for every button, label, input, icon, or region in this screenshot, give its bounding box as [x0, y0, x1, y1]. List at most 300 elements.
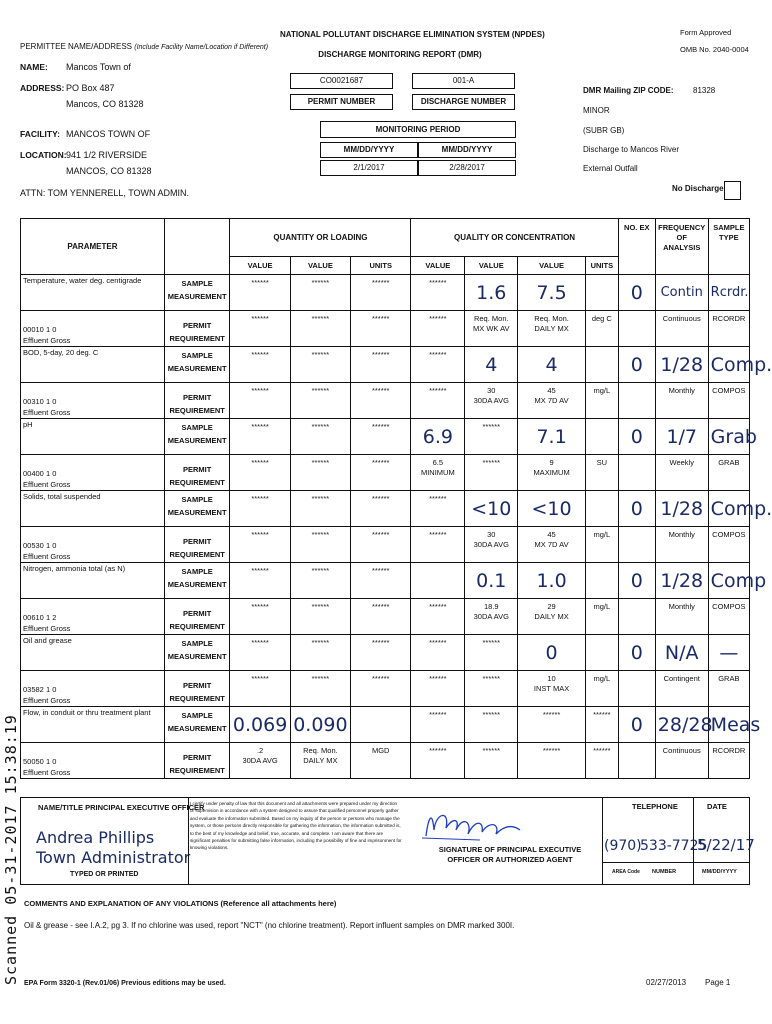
parameter-code-cell: [21, 383, 165, 419]
mmddyyyy-label: MM/DD/YYYY: [702, 869, 737, 875]
sample-label: SAMPLE: [181, 711, 213, 720]
period-to-value: 2/28/2017: [418, 160, 516, 176]
permit-value: ******: [311, 458, 330, 467]
sample-value-cell[interactable]: ******: [411, 491, 465, 527]
zip-value: 81328: [693, 86, 716, 95]
permit-value: COMPOS: [712, 530, 746, 539]
permit-label: PERMIT: [182, 321, 212, 330]
permit-label: PERMIT: [182, 537, 212, 546]
typed-printed-label: TYPED OR PRINTED: [70, 871, 139, 878]
address-line1: PO Box 487: [66, 83, 115, 93]
sample-value-cell[interactable]: Comp.: [708, 491, 749, 527]
sample-value-cell[interactable]: 0: [618, 563, 655, 599]
permit-value-cell: [708, 671, 749, 707]
officer-signature: [420, 800, 530, 848]
measurement-label: MEASUREMENT: [167, 580, 227, 589]
requirement-label: REQUIREMENT: [169, 406, 225, 415]
permit-value: mg/L: [593, 386, 611, 395]
sample-value-cell[interactable]: 0: [618, 347, 655, 383]
permit-value-cell: [290, 599, 350, 635]
permit-value: ******: [311, 602, 330, 611]
measurement-label: MEASUREMENT: [167, 292, 227, 301]
sample-value-cell[interactable]: [585, 347, 618, 383]
permit-value: Continuous: [662, 746, 701, 755]
permit-value-cell: [518, 311, 586, 347]
permit-value-cell: [230, 383, 290, 419]
sample-value-cell[interactable]: ******: [465, 419, 518, 455]
permit-value: ******: [429, 746, 447, 755]
permit-label: PERMIT: [182, 465, 212, 474]
parameter-code-cell: [21, 527, 165, 563]
permit-value-cell: [585, 311, 618, 347]
sample-value-cell[interactable]: ******: [351, 635, 411, 671]
sample-type-header: SAMPLE TYPE: [708, 219, 749, 275]
permit-row: [21, 599, 750, 635]
agency-title: NATIONAL POLLUTANT DISCHARGE ELIMINATION SYSTEM (NPDES): [280, 30, 545, 39]
sample-value-cell[interactable]: Comp: [708, 563, 749, 599]
permit-value: MX 7D AV: [534, 540, 569, 549]
permit-value-cell: [618, 743, 655, 779]
sample-value-cell[interactable]: Meas: [708, 707, 749, 743]
parameter-code-cell: [21, 455, 165, 491]
sample-value-cell[interactable]: ******: [290, 347, 350, 383]
permit-value: ******: [251, 602, 269, 611]
permit-value-cell: [618, 671, 655, 707]
permit-value: COMPOS: [712, 386, 746, 395]
sample-row: [21, 419, 750, 455]
sample-measurement-label: [164, 347, 230, 383]
permit-requirement-label: [164, 311, 230, 347]
subr-code: (SUBR GB): [583, 126, 625, 135]
row-label-header: [164, 219, 230, 275]
permit-value: SU: [596, 458, 608, 467]
phone-divider: [602, 797, 603, 885]
qual-units-header: UNITS: [585, 257, 618, 275]
permit-value: 30DA AVG: [473, 396, 509, 405]
parameter-name: Solids, total suspended: [21, 491, 165, 527]
permit-value-cell: [585, 743, 618, 779]
permit-value: ******: [371, 602, 390, 611]
sample-value-cell[interactable]: [585, 491, 618, 527]
address-label: ADDRESS:: [20, 83, 65, 93]
permit-value-cell: [290, 743, 350, 779]
sample-value-cell[interactable]: 1.6: [465, 275, 518, 311]
sample-label: SAMPLE: [181, 279, 213, 288]
permit-value: MGD: [371, 746, 390, 755]
report-title: DISCHARGE MONITORING REPORT (DMR): [318, 50, 482, 59]
permit-value: deg C: [591, 314, 612, 323]
permit-value: ******: [251, 458, 269, 467]
permit-value: 9: [549, 458, 554, 467]
permit-label: PERMIT: [182, 393, 212, 402]
period-to-label: MM/DD/YYYY: [418, 142, 516, 158]
permit-value: ******: [311, 530, 330, 539]
sample-value-cell[interactable]: 1/7: [655, 419, 708, 455]
parameter-code: 00400 1 0: [23, 469, 57, 478]
sample-value-cell[interactable]: ******: [465, 635, 518, 671]
permit-requirement-label: [164, 599, 230, 635]
discharge-number-label: DISCHARGE NUMBER: [412, 94, 515, 110]
permit-requirement-label: [164, 383, 230, 419]
permit-value: DAILY MX: [303, 756, 338, 765]
sample-value-cell[interactable]: ******: [351, 347, 411, 383]
sample-value-cell[interactable]: 0: [618, 491, 655, 527]
permit-value-cell: [230, 743, 290, 779]
permit-value-cell: [351, 743, 411, 779]
permit-value-cell: [411, 671, 465, 707]
form-date: 02/27/2013: [646, 978, 687, 987]
officer-title: Town Administrator: [36, 848, 191, 867]
permit-value-cell: [411, 743, 465, 779]
permit-value: DAILY MX: [534, 324, 569, 333]
permit-value-cell: [230, 671, 290, 707]
permit-row: [21, 527, 750, 563]
measurement-label: MEASUREMENT: [167, 652, 227, 661]
permit-value-cell: [708, 743, 749, 779]
permit-value: ******: [542, 746, 561, 755]
permit-value: Contingent: [663, 674, 700, 683]
location-line2: MANCOS, CO 81328: [66, 166, 152, 176]
sample-value-cell[interactable]: ******: [290, 491, 350, 527]
permit-value-cell: [655, 527, 708, 563]
permit-value-cell: [585, 383, 618, 419]
permit-value-cell: [351, 599, 411, 635]
permit-value: ******: [593, 746, 611, 755]
permit-value: Monthly: [668, 602, 695, 611]
sample-measurement-label: [164, 635, 230, 671]
cert-divider: [188, 797, 189, 885]
permit-value-cell: [618, 311, 655, 347]
sample-value-cell[interactable]: 0: [618, 275, 655, 311]
sample-value-cell[interactable]: ******: [351, 563, 411, 599]
permit-row: [21, 671, 750, 707]
permit-value: Continuous: [662, 314, 701, 323]
parameter-name: Nitrogen, ammonia total (as N): [21, 563, 165, 599]
discharge-number-value: 001-A: [412, 73, 515, 89]
measurement-label: MEASUREMENT: [167, 724, 227, 733]
sample-value-cell[interactable]: ******: [411, 707, 465, 743]
permit-value: ******: [371, 458, 390, 467]
sample-measurement-label: [164, 275, 230, 311]
measurement-label: MEASUREMENT: [167, 436, 227, 445]
permittee-label-text: PERMITTEE NAME/ADDRESS: [20, 42, 133, 51]
qty-value-header-2: VALUE: [290, 257, 350, 275]
effluent-label: Effluent Gross: [23, 408, 71, 417]
permit-value: 10: [547, 674, 556, 683]
sample-value-cell[interactable]: ******: [230, 635, 290, 671]
permit-value-cell: [708, 383, 749, 419]
permit-requirement-label: [164, 743, 230, 779]
sample-value-cell[interactable]: ******: [411, 347, 465, 383]
no-discharge-label: No Discharge: [672, 184, 724, 193]
sample-value-cell[interactable]: 6.9: [411, 419, 465, 455]
sample-value-cell[interactable]: ******: [585, 707, 618, 743]
sample-value-cell[interactable]: N/A: [655, 635, 708, 671]
sample-value-cell[interactable]: ******: [230, 347, 290, 383]
no-ex-header: NO. EX: [618, 219, 655, 275]
permit-value: mg/L: [593, 530, 611, 539]
permit-value-cell: [230, 455, 290, 491]
sample-value-cell[interactable]: 7.1: [518, 419, 586, 455]
parameter-code-cell: [21, 743, 165, 779]
sample-value-cell[interactable]: ******: [411, 275, 465, 311]
sample-value-cell[interactable]: 0: [518, 635, 586, 671]
sample-value-cell[interactable]: [585, 419, 618, 455]
page-number: Page 1: [705, 978, 731, 987]
location-line1: 941 1/2 RIVERSIDE: [66, 150, 148, 160]
sample-value-cell[interactable]: <10: [465, 491, 518, 527]
permit-value-cell: [518, 455, 586, 491]
sample-measurement-label: [164, 707, 230, 743]
sample-value-cell[interactable]: ******: [351, 491, 411, 527]
sample-value-cell[interactable]: ******: [518, 707, 586, 743]
permit-value: 18.9: [483, 602, 499, 611]
parameter-code-cell: [21, 311, 165, 347]
sample-value-cell[interactable]: ******: [290, 419, 350, 455]
sample-value-cell[interactable]: 0.1: [465, 563, 518, 599]
sample-value-cell[interactable]: Contin: [655, 275, 708, 311]
permit-value: MAXIMUM: [533, 468, 570, 477]
permit-value: mg/L: [593, 674, 611, 683]
sample-row: [21, 347, 750, 383]
permit-value: 30DA AVG: [473, 540, 509, 549]
permit-value: ******: [371, 674, 390, 683]
permit-value-cell: [655, 311, 708, 347]
permit-value: MX WK AV: [473, 324, 510, 333]
sample-value-cell[interactable]: ******: [230, 275, 290, 311]
sample-value-cell[interactable]: [585, 635, 618, 671]
sample-value-cell[interactable]: —: [708, 635, 749, 671]
permit-value-cell: [351, 671, 411, 707]
permit-value-cell: [708, 455, 749, 491]
permit-value-cell: [585, 671, 618, 707]
permit-value: ******: [371, 314, 390, 323]
parameter-code: 00310 1 0: [23, 397, 57, 406]
permit-value: Weekly: [669, 458, 694, 467]
permit-value-cell: [585, 455, 618, 491]
sample-value-cell[interactable]: Rcrdr.: [708, 275, 749, 311]
permit-value: 6.5: [432, 458, 444, 467]
permit-value-cell: [465, 383, 518, 419]
parameter-code: 03582 1 0: [23, 685, 57, 694]
sample-value-cell[interactable]: 1.0: [518, 563, 586, 599]
sample-value-cell[interactable]: 28/28: [655, 707, 708, 743]
sample-value-cell[interactable]: [411, 563, 465, 599]
sample-value-cell[interactable]: 0: [618, 419, 655, 455]
sample-value-cell[interactable]: 1/28: [655, 347, 708, 383]
form-approved: Form Approved: [680, 28, 732, 37]
measurement-label: MEASUREMENT: [167, 508, 227, 517]
permit-value-cell: [708, 311, 749, 347]
quality-header: QUALITY OR CONCENTRATION: [411, 219, 618, 257]
permit-value: ******: [482, 746, 501, 755]
parameter-header: PARAMETER: [21, 219, 165, 275]
sample-value-cell[interactable]: ******: [465, 707, 518, 743]
scan-stamp: Scanned 05-31-2017 15:38:19: [2, 714, 20, 985]
sample-value-cell[interactable]: 1/28: [655, 491, 708, 527]
location-label: LOCATION:: [20, 150, 67, 160]
sample-value-cell[interactable]: [585, 563, 618, 599]
permit-value-cell: [351, 311, 411, 347]
requirement-label: REQUIREMENT: [169, 550, 225, 559]
officer-name: Andrea Phillips: [36, 828, 155, 847]
permit-label: PERMIT: [182, 609, 212, 618]
permit-value-cell: [655, 671, 708, 707]
permit-value-cell: [290, 311, 350, 347]
permit-value-cell: [230, 527, 290, 563]
sample-label: SAMPLE: [181, 495, 213, 504]
permit-value: ******: [429, 314, 447, 323]
sample-value-cell[interactable]: <10: [518, 491, 586, 527]
permit-value: ******: [482, 458, 501, 467]
permit-value-cell: [518, 599, 586, 635]
parameter-code-cell: [21, 599, 165, 635]
permit-value: GRAB: [718, 674, 740, 683]
permit-value-cell: [585, 527, 618, 563]
sample-value-cell[interactable]: 4: [465, 347, 518, 383]
sample-value-cell[interactable]: ******: [230, 419, 290, 455]
permit-value: ******: [251, 386, 269, 395]
dmr-body: [21, 275, 772, 779]
permit-value-cell: [465, 455, 518, 491]
permit-value-cell: [585, 599, 618, 635]
name-value: Mancos Town of: [66, 62, 131, 72]
permit-value-cell: [618, 455, 655, 491]
permit-value-cell: [518, 527, 586, 563]
sample-value-cell[interactable]: ******: [290, 635, 350, 671]
permit-value: ******: [482, 674, 501, 683]
permit-row: [21, 455, 750, 491]
permit-value-cell: [411, 527, 465, 563]
permit-value: 30DA AVG: [242, 756, 278, 765]
facility-value: MANCOS TOWN OF: [66, 129, 151, 139]
sample-value-cell[interactable]: 0: [618, 707, 655, 743]
permit-value-cell: [618, 599, 655, 635]
sample-value-cell[interactable]: 4: [518, 347, 586, 383]
permittee-label: [20, 42, 268, 51]
permit-label: PERMIT: [182, 681, 212, 690]
signed-date-value: 5/22/17: [697, 836, 755, 854]
sample-value-cell[interactable]: 0.069: [230, 707, 290, 743]
permit-value-cell: [655, 599, 708, 635]
permit-value: Monthly: [668, 530, 695, 539]
permit-value: ******: [371, 530, 390, 539]
quantity-header: QUANTITY OR LOADING: [230, 219, 411, 257]
sample-label: SAMPLE: [181, 423, 213, 432]
permit-value-cell: [290, 383, 350, 419]
permit-value: 45: [547, 386, 556, 395]
omb-number: OMB No. 2040-0004: [680, 45, 749, 54]
qty-units-header: UNITS: [351, 257, 411, 275]
effluent-label: Effluent Gross: [23, 696, 71, 705]
sample-value-cell[interactable]: ******: [351, 419, 411, 455]
sample-value-cell[interactable]: Comp.: [708, 347, 749, 383]
permit-value: ******: [311, 314, 330, 323]
permit-value-cell: [351, 383, 411, 419]
sample-value-cell[interactable]: ******: [351, 275, 411, 311]
permit-value: ******: [251, 674, 269, 683]
comments-label: COMMENTS AND EXPLANATION OF ANY VIOLATIONS (Reference all attachments here): [24, 899, 337, 908]
outfall-type: External Outfall: [583, 164, 638, 173]
sample-row: [21, 275, 750, 311]
number-label: NUMBER: [652, 869, 677, 875]
sample-value-cell[interactable]: ******: [411, 635, 465, 671]
requirement-label: REQUIREMENT: [169, 334, 225, 343]
sample-value-cell[interactable]: ******: [290, 275, 350, 311]
permit-value: ******: [429, 674, 447, 683]
sample-value-cell[interactable]: ******: [230, 563, 290, 599]
qual-value-header-3: VALUE: [518, 257, 586, 275]
sample-value-cell[interactable]: 1/28: [655, 563, 708, 599]
permit-value-cell: [230, 311, 290, 347]
parameter-name: Oil and grease: [21, 635, 165, 671]
permit-value-cell: [655, 383, 708, 419]
sample-value-cell[interactable]: 0: [618, 635, 655, 671]
permit-value: GRAB: [718, 458, 740, 467]
requirement-label: REQUIREMENT: [169, 694, 225, 703]
permit-value: ******: [251, 530, 269, 539]
sample-row: [21, 563, 750, 599]
frequency-header: FREQUENCY OF ANALYSIS: [655, 219, 708, 275]
officer-label: NAME/TITLE PRINCIPAL EXECUTIVE OFFICER: [38, 803, 205, 812]
sample-value-cell[interactable]: [585, 275, 618, 311]
attention-line: ATTN: TOM YENNERELL, TOWN ADMIN.: [20, 188, 190, 198]
permit-value-cell: [618, 527, 655, 563]
permit-value-cell: [655, 743, 708, 779]
period-from-value: 2/1/2017: [320, 160, 418, 176]
parameter-code: 50050 1 0: [23, 757, 57, 766]
area-code-label: AREA Code: [612, 869, 640, 875]
permit-value-cell: [465, 311, 518, 347]
sample-value-cell[interactable]: [351, 707, 411, 743]
no-discharge-checkbox[interactable]: [724, 181, 741, 200]
permit-requirement-label: [164, 527, 230, 563]
permit-value: .2: [256, 746, 264, 755]
address-line2: Mancos, CO 81328: [66, 99, 144, 109]
permit-value: 30: [487, 530, 496, 539]
permit-value: 30DA AVG: [473, 612, 509, 621]
sample-label: SAMPLE: [181, 639, 213, 648]
permit-requirement-label: [164, 671, 230, 707]
sample-value-cell[interactable]: 0.090: [290, 707, 350, 743]
sample-value-cell[interactable]: 7.5: [518, 275, 586, 311]
facility-label: FACILITY:: [20, 129, 60, 139]
monitoring-period-label: MONITORING PERIOD: [320, 121, 516, 138]
permit-value-cell: [290, 671, 350, 707]
sample-value-cell[interactable]: ******: [290, 563, 350, 599]
effluent-label: Effluent Gross: [23, 552, 71, 561]
sample-row: [21, 707, 750, 743]
sample-row: [21, 491, 750, 527]
certification-statement: I certify under penalty of law that this document and all attachments were prepared under my direction or supervision in accordance with a system designed to assure that qualified personnel properly gather and evaluate the information submitted. Based on my inquiry of the person or persons who manage the system, or those persons directly responsible for gathering the information, the information submitted is, to the best of my knowledge and belief, true, accurate, and complete. I am aware that there are significant penalties for submitting false information, including the possibility of fine and imprisonment for knowing violations.: [190, 801, 402, 851]
permit-number-value: CO0021687: [290, 73, 393, 89]
permit-value-cell: [708, 599, 749, 635]
permit-value: MINIMUM: [420, 468, 455, 477]
sample-value-cell[interactable]: ******: [230, 491, 290, 527]
dmr-table: [20, 218, 772, 779]
discharge-to: Discharge to Mancos River: [583, 145, 680, 154]
permit-value-cell: [411, 455, 465, 491]
permit-value-cell: [518, 743, 586, 779]
date-label: DATE: [707, 802, 727, 811]
sample-value-cell[interactable]: Grab: [708, 419, 749, 455]
sample-row: [21, 635, 750, 671]
parameter-code: 00010 1 0: [23, 325, 57, 334]
permit-value-cell: [518, 671, 586, 707]
permit-value-cell: [351, 455, 411, 491]
effluent-label: Effluent Gross: [23, 624, 71, 633]
permit-value: Monthly: [668, 386, 695, 395]
